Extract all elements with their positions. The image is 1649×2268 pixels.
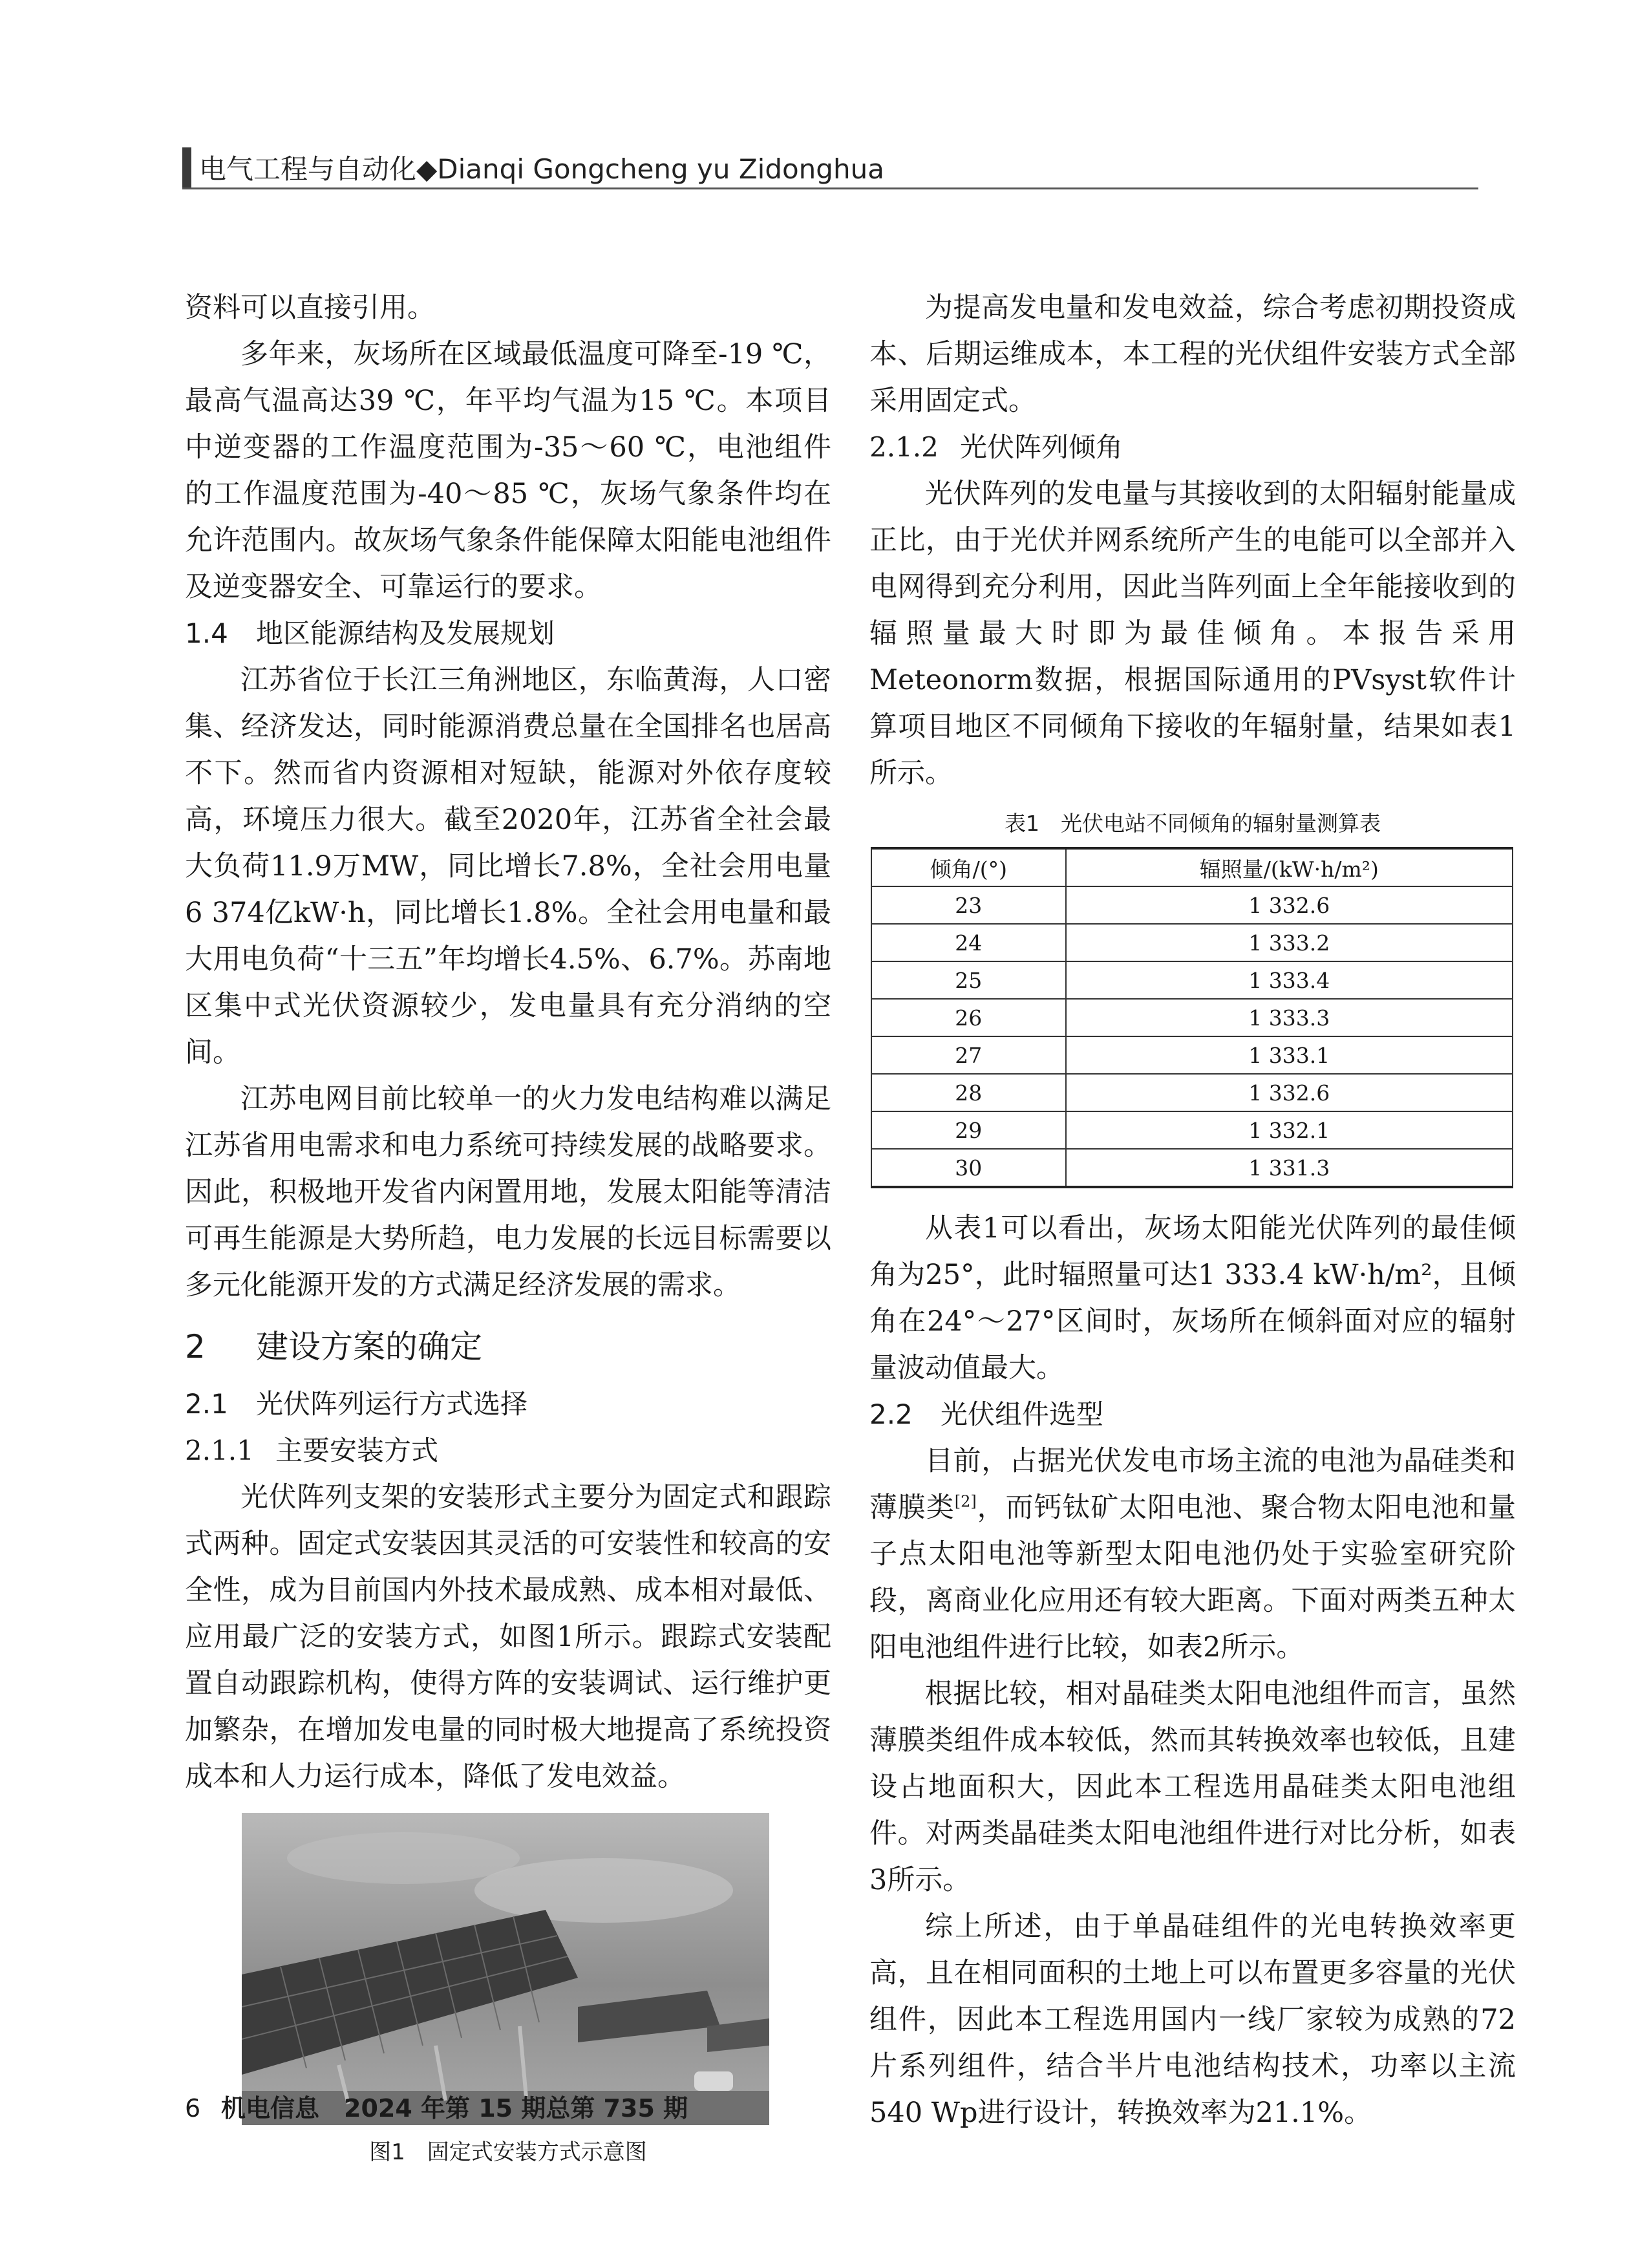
figure-1-solar-panels-photo [242, 1813, 769, 2125]
table-cell: 30 [871, 1149, 1066, 1187]
table-cell: 1 332.6 [1066, 1074, 1513, 1111]
journal-info: 机电信息 2024 年第 15 期总第 735 期 [221, 2094, 688, 2123]
section-heading-2-1: 2.1 光伏阵列运行方式选择 [185, 1388, 528, 1420]
paragraph: 光伏阵列支架的安装形式主要分为固定式和跟踪式两种。固定式安装因其灵活的可安装性和较高的安全性，成为目前国内外技术最成熟、成本相对最低、应用最广泛的安装方式，如图1所示。跟踪式安装配置自动跟踪机构，使得方阵的安装调试、运行维护更加繁杂，在增加发电量的同时极大地提高了系统投资成本和人力运行成本，降低了发电效益。 [185, 1481, 831, 1793]
table-cell: 23 [871, 886, 1066, 924]
running-header [182, 147, 884, 187]
section-heading-1-4: 1.4 地区能源结构及发展规划 [185, 617, 555, 649]
table-row [871, 1074, 1513, 1111]
table-row [871, 886, 1513, 924]
table-row [871, 924, 1513, 961]
left-column [185, 284, 831, 2172]
table-header-cell: 辐照量/(kW·h/m²) [1066, 848, 1513, 886]
page-footer [185, 2088, 688, 2124]
paragraph: 江苏省位于长江三角洲地区，东临黄海，人口密集、经济发达，同时能源消费总量在全国排名也居高不下。然而省内资源相对短缺，能源对外依存度较高，环境压力很大。截至2020年，江苏省全社会最大负荷11.9万MW，同比增长7.8%，全社会用电量6 374亿kW·h，同比增长1.8%。全社会用电量和最大用电负荷“十三五”年均增长4.5%、6.7%。苏南地区集中式光伏资源较少，发电量具有充分消纳的空间。 [185, 664, 831, 1069]
table-cell: 24 [871, 924, 1066, 961]
section-heading-2-1-1: 2.1.1 主要安装方式 [185, 1435, 439, 1466]
citation-ref: [2] [954, 1492, 977, 1511]
paragraph: 江苏电网目前比较单一的火力发电结构难以满足江苏省用电需求和电力系统可持续发展的战略要求。因此，积极地开发省内闲置用地，发展太阳能等清洁可再生能源是大势所趋，电力发展的长远目标需要以多元化能源开发的方式满足经济发展的需求。 [185, 1083, 831, 1301]
table-cell: 25 [871, 961, 1066, 999]
table-row [871, 1036, 1513, 1074]
paragraph: 光伏阵列的发电量与其接收到的太阳辐射能量成正比，由于光伏并网系统所产生的电能可以全部并入电网得到充分利用，因此当阵列面上全年能接收到的辐照量最大时即为最佳倾角。本报告采用Meteonorm数据，根据国际通用的PVsyst软件计算项目地区不同倾角下接收的年辐射量，结果如表1所示。 [869, 478, 1516, 789]
header-text: 电气工程与自动化◆Dianqi Gongcheng yu Zidonghua [199, 153, 884, 185]
paragraph: 目前，占据光伏发电市场主流的电池为晶硅类和薄膜类[2]，而钙钛矿太阳电池、聚合物太阳电池和量子点太阳电池等新型太阳电池仍处于实验室研究阶段，离商业化应用还有较大距离。下面对两类五种太阳电池组件进行比较，如表2所示。 [869, 1445, 1516, 1664]
table-cell: 1 333.2 [1066, 924, 1513, 961]
table-cell: 1 333.4 [1066, 961, 1513, 999]
table-cell: 1 333.1 [1066, 1036, 1513, 1074]
table-row [871, 1111, 1513, 1149]
section-heading-2-2: 2.2 光伏组件选型 [869, 1398, 1104, 1430]
paragraph: 从表1可以看出，灰场太阳能光伏阵列的最佳倾角为25°，此时辐照量可达1 333.4 kW·h/m²，且倾角在24°～27°区间时，灰场所在倾斜面对应的辐射量波动值最大。 [869, 1212, 1516, 1384]
table-row [871, 961, 1513, 999]
table-header-cell: 倾角/(°) [871, 848, 1066, 886]
table-1-caption: 表1 光伏电站不同倾角的辐射量测算表 [1005, 811, 1381, 836]
table-cell: 1 332.6 [1066, 886, 1513, 924]
header-rule [182, 187, 1478, 189]
table-cell: 26 [871, 999, 1066, 1036]
table-cell: 1 333.3 [1066, 999, 1513, 1036]
section-heading-2-1-2: 2.1.2 光伏阵列倾角 [869, 431, 1123, 463]
table-row [871, 999, 1513, 1036]
table-cell: 29 [871, 1111, 1066, 1149]
right-column [869, 284, 1516, 2136]
table-cell: 28 [871, 1074, 1066, 1111]
section-heading-2: 2 建设方案的确定 [185, 1328, 482, 1365]
paragraph: 多年来，灰场所在区域最低温度可降至-19 ℃，最高气温高达39 ℃，年平均气温为15 ℃。本项目中逆变器的工作温度范围为-35～60 ℃，电池组件的工作温度范围为-40～85 ℃，灰场气象条件均在允许范围内。故灰场气象条件能保障太阳能电池组件及逆变器安全、可靠运行的要求。 [185, 338, 831, 603]
header-bar [182, 147, 191, 187]
table-cell: 1 332.1 [1066, 1111, 1513, 1149]
table-row [871, 1149, 1513, 1187]
table-cell: 27 [871, 1036, 1066, 1074]
solar-panel-illustration [242, 1813, 769, 2125]
paragraph: 根据比较，相对晶硅类太阳电池组件而言，虽然薄膜类组件成本较低，然而其转换效率也较低，且建设占地面积大，因此本工程选用晶硅类太阳电池组件。对两类晶硅类太阳电池组件进行对比分析，如表3所示。 [869, 1678, 1516, 1896]
table-cell: 1 331.3 [1066, 1149, 1513, 1187]
paragraph: 综上所述，由于单晶硅组件的光电转换效率更高，且在相同面积的土地上可以布置更多容量的光伏组件，因此本工程选用国内一线厂家较为成熟的72片系列组件，结合半片电池结构技术，功率以主流540 Wp进行设计，转换效率为21.1%。 [869, 1910, 1516, 2129]
paragraph: 为提高发电量和发电效益，综合考虑初期投资成本、后期运维成本，本工程的光伏组件安装方式全部采用固定式。 [869, 292, 1516, 417]
table-1 [871, 847, 1513, 1188]
figure-1-caption: 图1 固定式安装方式示意图 [369, 2139, 647, 2165]
page-number: 6 [185, 2094, 201, 2123]
paragraph: 资料可以直接引用。 [185, 292, 435, 324]
table-header-row [871, 848, 1513, 886]
